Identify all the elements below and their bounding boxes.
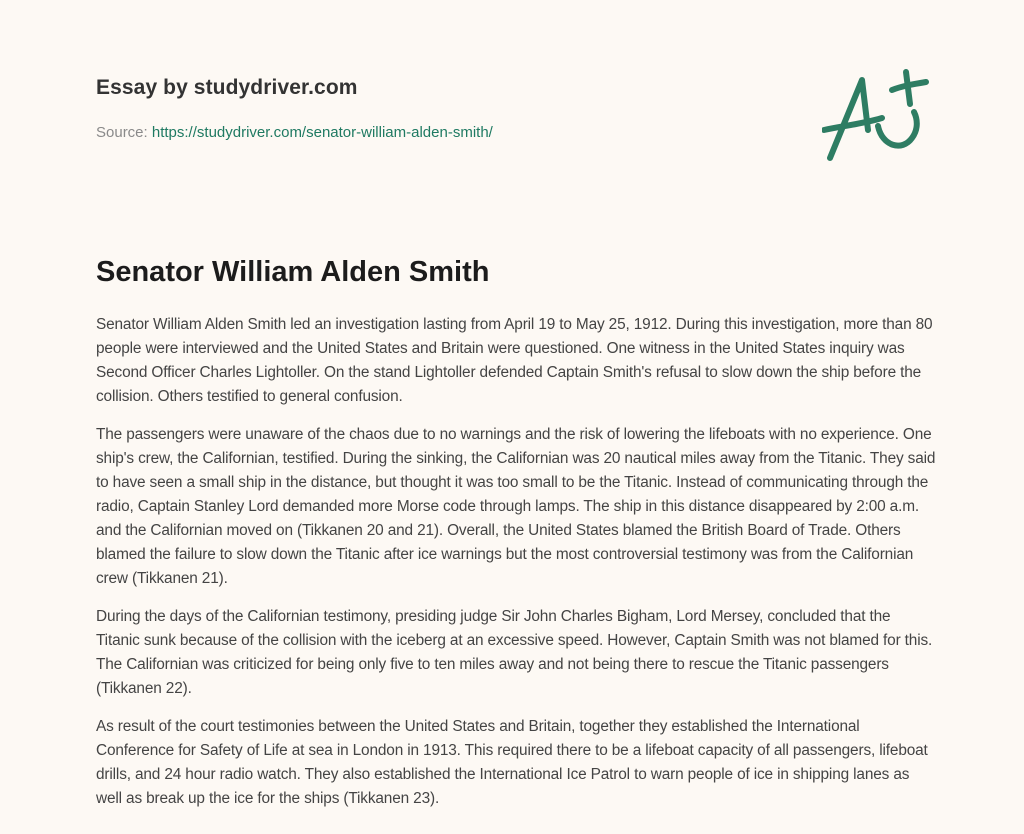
- page-header: [96, 76, 358, 100]
- source-link[interactable]: https://studydriver.com/senator-william-alden-smith/: [151, 124, 493, 141]
- paragraph: The passengers were unaware of the chaos due to no warnings and the risk of lowering the lifeboats with no experience. One ship's crew, the Californian, testified. During the sinking, the Californian was 20 nautical miles away from the Titanic. They said to have seen a small ship in the distance, but thought it was too small to be the Titanic. Instead of communicating through the radio, Captain Stanley Lord demanded more Morse code through lamps. The ship in this distance disappeared by 2:00 a.m. and the Californian moved on (Tikkanen 20 and 21). Overall, the United States blamed the British Board of Trade. Others blamed the failure to slow down the Titanic after ice warnings but the most controversial testimony was from the Californian crew (Tikkanen 21).: [96, 426, 936, 587]
- source-label: Source:: [96, 124, 152, 141]
- source-line: [96, 124, 493, 141]
- paragraph: As result of the court testimonies between the United States and Britain, together they established the International Conference for Safety of Life at sea in London in 1913. This required there to be a lifeboat capacity of all passengers, lifeboat drills, and 24 hour radio watch. They also established the International Ice Patrol to warn people of ice in shipping lanes as well as break up the ice for the ships (Tikkanen 23).: [96, 718, 928, 807]
- paragraph: During the days of the Californian testimony, presiding judge Sir John Charles Bigham, Lord Mersey, concluded that the Titanic sunk because of the collision with the iceberg at an excessive speed. However, Captain Smith was not blamed for this. The Californian was criticized for being only five to ten miles away and not being there to rescue the Titanic passengers (Tikkanen 22).: [96, 608, 933, 697]
- site-title: Essay by studydriver.com: [96, 76, 358, 99]
- article-body: [96, 313, 936, 825]
- article-title: Senator William Alden Smith: [96, 256, 490, 288]
- paragraph: Senator William Alden Smith led an investigation lasting from April 19 to May 25, 1912. During this investigation, more than 80 people were interviewed and the United States and Britain were questioned. One witness in the United States inquiry was Second Officer Charles Lightoller. On the stand Lightoller defended Captain Smith's refusal to slow down the ship before the collision. Others testified to general confusion.: [96, 316, 933, 405]
- a-plus-grade-icon: [822, 68, 930, 164]
